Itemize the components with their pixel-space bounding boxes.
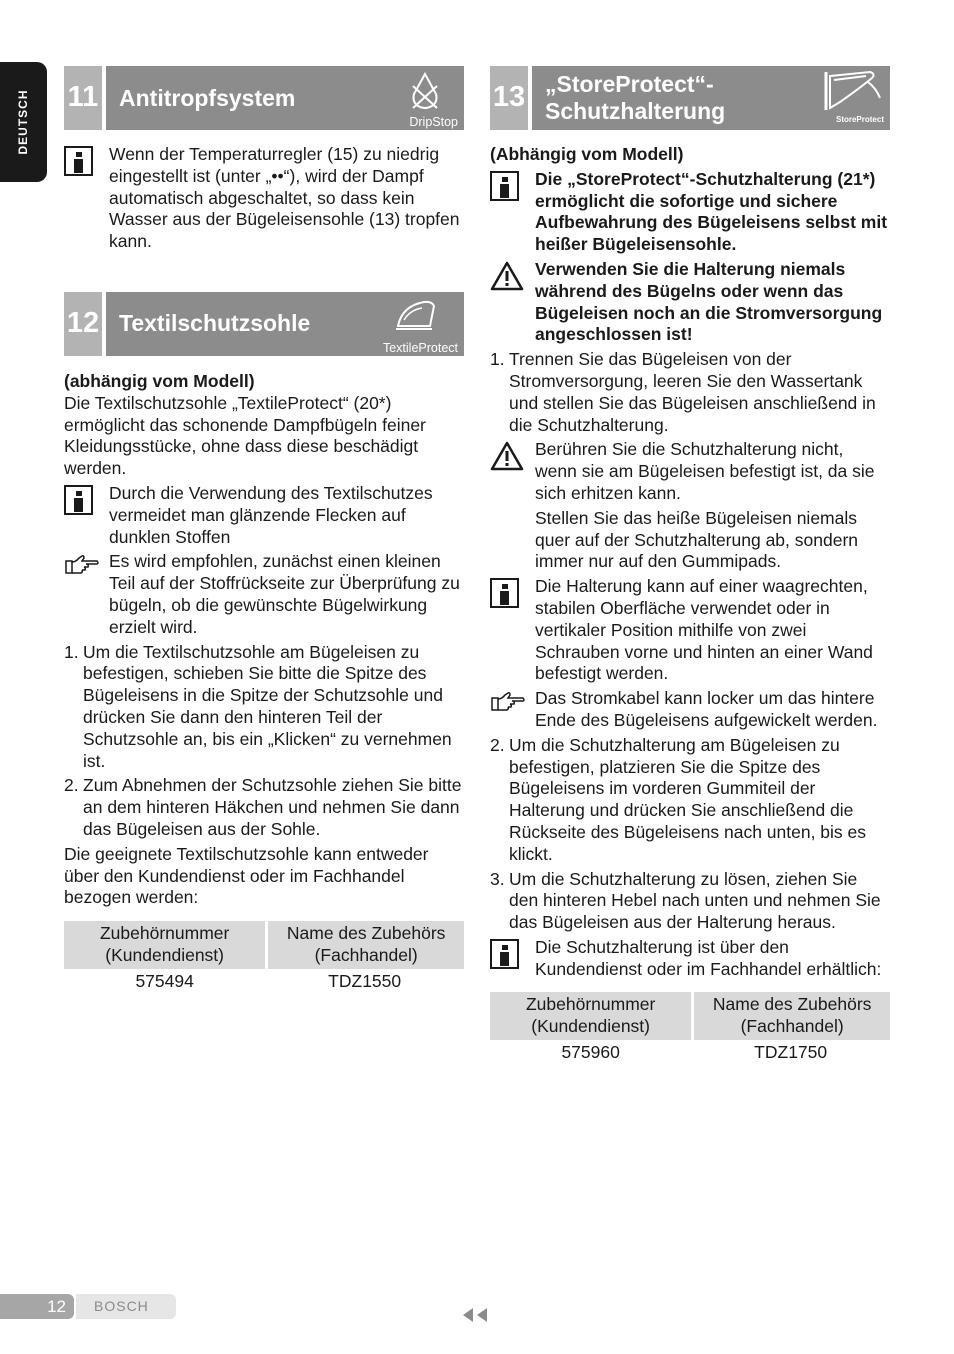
section-11-header [64, 66, 464, 130]
table-header: Name des Zubehörs (Fachhandel) [691, 992, 890, 1040]
note-text: Verwenden Sie die Halterung niemals während des Bügelns oder wenn das Bügeleisen noch an die Stromversorgung angeschlossen ist! [535, 258, 883, 345]
section-number: 12 [64, 292, 106, 356]
note-text: Stellen Sie das heiße Bügeleisen niemals quer auf der Schutzhalterung ab, sondern immer nur auf den Gummipads. [535, 507, 858, 572]
table-header: Zubehörnummer (Kundendienst) [490, 992, 691, 1040]
textileprotect-caption: TextileProtect [382, 340, 458, 355]
pointing-hand-icon [490, 690, 526, 712]
warning-note [490, 439, 890, 573]
intro-text: Die Textilschutzsohle „TextileProtect“ (20*) ermöglicht das schonende Dampfbügeln feiner Kleidungsstücke, ohne dass diese beschädigt werden. [64, 392, 426, 479]
list-text: Zum Abnehmen der Schutzsohle ziehen Sie bitte an dem hinteren Häkchen und nehmen Sie dann das Bügeleisen aus der Sohle. [83, 775, 462, 839]
warning-note [490, 259, 890, 346]
page-number: 12 [0, 1294, 74, 1319]
accessory-table [490, 992, 890, 1063]
table-cell: 575960 [561, 1042, 620, 1063]
list-item [64, 775, 464, 840]
list-number: 1. [64, 641, 79, 662]
note-text: Das Stromkabel kann locker um das hintere Ende des Bügeleisens aufgewickelt werden. [535, 688, 878, 730]
list-item [490, 349, 890, 436]
info-note [490, 169, 890, 256]
table-cell: TDZ1550 [328, 970, 402, 991]
section-title: Textilschutzsohle [119, 310, 311, 337]
section-title: „StoreProtect“-Schutzhalterung [545, 71, 726, 124]
list-item [490, 735, 890, 866]
language-tab [0, 62, 47, 182]
tip-note [490, 688, 890, 732]
note-text: Wenn der Temperaturregler (15) zu niedrig eingestellt ist (unter „••“), wird der Dampf automatisch abgeschaltet, so dass kein Wasser aus der Bügeleisensohle (13) tropfen kann. [109, 144, 460, 252]
note-text: Berühren Sie die Schutzhalterung nicht, wenn sie am Bügeleisen befestigt ist, da sie sich erhitzen kann. [535, 439, 875, 503]
note-text: Die „StoreProtect“-Schutzhalterung (21*) ermöglicht die sofortige und sichere Aufbewahrung des Bügeleisens selbst mit heißer Bügeleisensohle. [535, 168, 888, 255]
warning-icon [490, 261, 524, 291]
info-icon [490, 578, 519, 608]
table-row [490, 1040, 890, 1064]
list-number: 1. [490, 349, 505, 370]
textileprotect-icon [374, 292, 458, 356]
section-number: 11 [64, 66, 106, 130]
note-text: Die Halterung kann auf einer waagrechten, stabilen Oberfläche verwendet oder in vertikaler Position mithilfe von zwei Schrauben vorne und hinten an einer Wand befestigt werden. [535, 576, 873, 684]
pointing-hand-icon [64, 553, 100, 575]
section-title: Antitropfsystem [119, 84, 296, 111]
table-row [64, 969, 464, 993]
note-text: Durch die Verwendung des Textilschutzes vermeidet man glänzende Flecken auf dunklen Stoffen [109, 482, 433, 547]
section-number: 13 [490, 66, 532, 130]
list-text: Um die Schutzhalterung zu lösen, ziehen Sie den hinteren Hebel nach unten und nehmen Sie das Bügeleisen aus der Halterung heraus. [509, 868, 881, 933]
list-text: Trennen Sie das Bügeleisen von der Stromversorgung, leeren Sie den Wassertank und stellen Sie das Bügeleisen anschließend in die Schutzhalterung. [509, 349, 876, 435]
storeprotect-caption: StoreProtect [835, 115, 884, 124]
section-13-header [490, 66, 890, 130]
table-cell: 575494 [135, 970, 194, 991]
model-note: (abhängig vom Modell) [64, 370, 255, 391]
dripstop-icon [392, 66, 458, 130]
right-column [490, 66, 890, 1064]
list-item [64, 642, 464, 773]
info-icon [490, 171, 519, 201]
info-note [64, 483, 464, 548]
model-note: (Abhängig vom Modell) [490, 144, 684, 164]
brand-label: BOSCH [76, 1294, 176, 1319]
list-number: 2. [64, 775, 79, 796]
section-12-header [64, 292, 464, 356]
warning-icon [490, 441, 524, 471]
outro-text: Die geeignete Textilschutzsohle kann entweder über den Kundendienst oder im Fachhandel bezogen werden: [64, 843, 429, 908]
left-column [64, 66, 464, 993]
back-arrows-icon[interactable] [461, 1307, 489, 1329]
info-icon [490, 939, 519, 969]
list-number: 2. [490, 734, 505, 755]
tip-note [64, 551, 464, 638]
note-text: Die Schutzhalterung ist über den Kundendienst oder im Fachhandel erhältlich: [535, 936, 882, 979]
info-note [64, 144, 464, 253]
note-text: Es wird empfohlen, zunächst einen kleinen Teil auf der Stoffrückseite zur Überprüfung zu bügeln, ob die gewünschte Bügelwirkung erzielt wird. [109, 551, 460, 637]
accessory-table [64, 921, 464, 992]
language-label: DEUTSCH [15, 89, 30, 155]
table-cell: TDZ1750 [754, 1042, 828, 1063]
list-item [490, 869, 890, 934]
dripstop-caption: DripStop [409, 115, 458, 129]
list-text: Um die Textilschutzsohle am Bügeleisen zu befestigen, schieben Sie bitte die Spitze des Bügeleisens in die Spitze der Schutzsohle und drücken Sie dann den hinteren Teil der Schutzsohle an, bis ein „Klicken“ zu vernehmen ist. [83, 641, 452, 771]
info-note [490, 937, 890, 981]
info-icon [64, 146, 93, 176]
table-header: Name des Zubehörs (Fachhandel) [265, 921, 464, 969]
info-note [490, 576, 890, 685]
table-header: Zubehörnummer (Kundendienst) [64, 921, 265, 969]
list-number: 3. [490, 868, 505, 889]
storeprotect-icon [818, 66, 884, 130]
info-icon [64, 485, 93, 515]
list-text: Um die Schutzhalterung am Bügeleisen zu befestigen, platzieren Sie die Spitze des Bügeleisens im vorderen Gummiteil der Halterung und drücken Sie anschließend die Rückseite des Bügeleisens nach unten, bis es klickt. [509, 734, 867, 864]
